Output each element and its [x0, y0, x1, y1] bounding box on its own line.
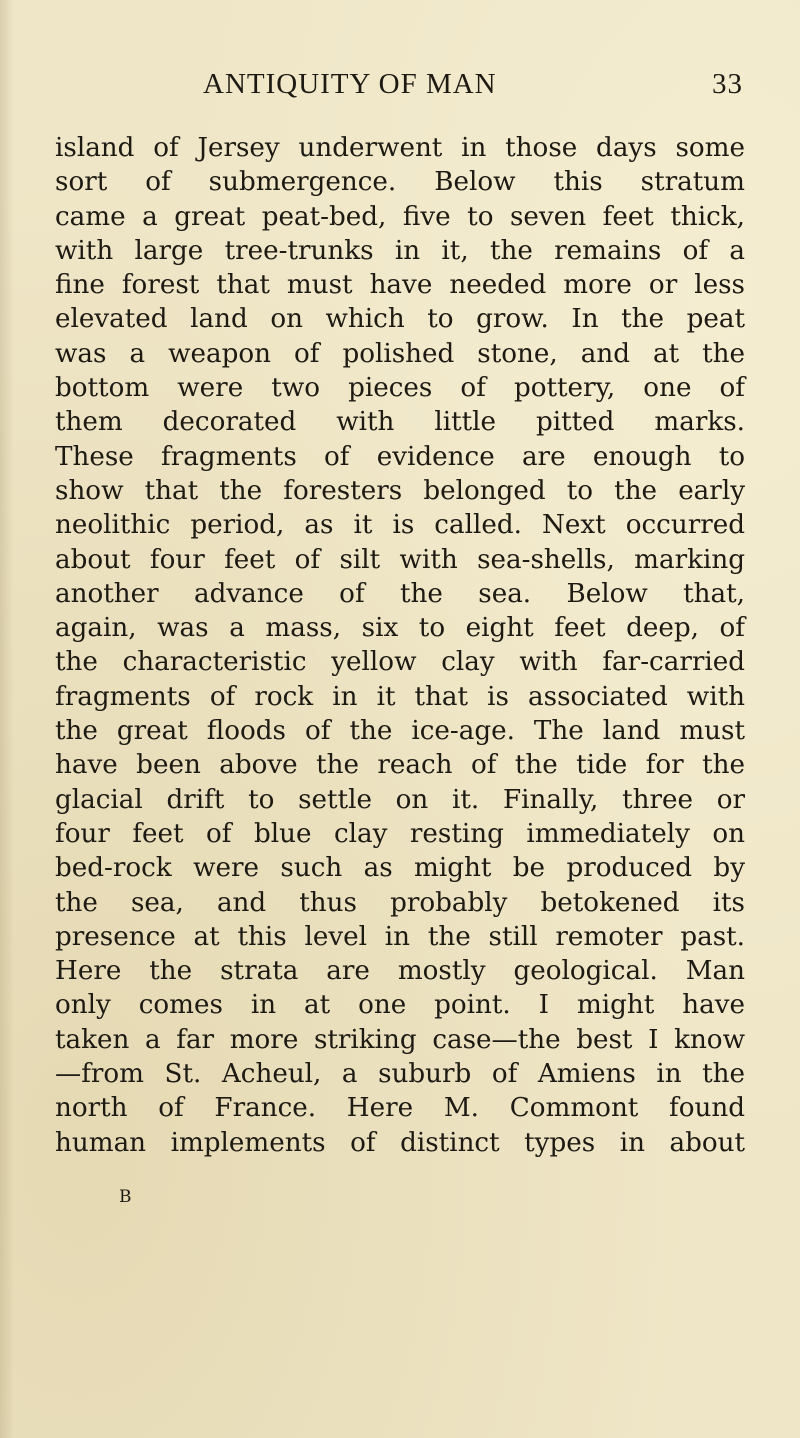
text-line: four feet of blue clay resting immediately on: [55, 818, 745, 849]
text-line: elevated land on which to grow. In the peat: [55, 304, 745, 335]
running-head: [203, 68, 743, 108]
page-edge-shadow: [0, 0, 14, 1438]
signature-mark: B: [119, 1187, 133, 1207]
text-line: sort of submergence. Below this stratum: [55, 167, 745, 198]
text-line: Here the strata are mostly geological. Man: [55, 956, 745, 987]
text-line: was a weapon of polished stone, and at the: [55, 338, 745, 369]
text-line: the great floods of the ice-age. The land must: [55, 716, 745, 747]
text-line: neolithic period, as it is called. Next occurred: [55, 510, 745, 541]
body-text: [55, 131, 745, 1160]
text-line: only comes in at one point. I might have: [55, 990, 745, 1021]
text-line: about four feet of silt with sea-shells, marking: [55, 544, 745, 575]
text-line: These fragments of evidence are enough to: [55, 441, 745, 472]
text-line: taken a far more striking case—the best I know: [55, 1024, 745, 1055]
text-line: with large tree-trunks in it, the remains of a: [55, 235, 745, 266]
text-line: came a great peat-bed, five to seven feet thick,: [55, 201, 745, 232]
page-number: 33: [712, 68, 743, 100]
text-line: bed-rock were such as might be produced by: [55, 853, 745, 884]
text-line: the sea, and thus probably betokened its: [55, 887, 745, 918]
text-line: glacial drift to settle on it. Finally, three or: [55, 784, 745, 815]
text-line: again, was a mass, six to eight feet deep, of: [55, 613, 745, 644]
text-line: the characteristic yellow clay with far-carried: [55, 647, 745, 678]
text-line: bottom were two pieces of pottery, one of: [55, 373, 745, 404]
text-line: fragments of rock in it that is associated with: [55, 681, 745, 712]
text-line: have been above the reach of the tide for the: [55, 750, 745, 781]
text-line: fine forest that must have needed more or less: [55, 270, 745, 301]
text-line: island of Jersey underwent in those days some: [55, 133, 745, 163]
text-line: human implements of distinct types in about: [55, 1127, 745, 1158]
text-line: them decorated with little pitted marks.: [55, 407, 745, 438]
running-title: ANTIQUITY OF MAN: [203, 68, 497, 100]
text-line: show that the foresters belonged to the early: [55, 475, 745, 506]
text-line: presence at this level in the still remoter past.: [55, 921, 745, 952]
text-line: north of France. Here M. Commont found: [55, 1093, 745, 1124]
text-line: —from St. Acheul, a suburb of Amiens in the: [55, 1059, 745, 1090]
text-line: another advance of the sea. Below that,: [55, 578, 745, 609]
